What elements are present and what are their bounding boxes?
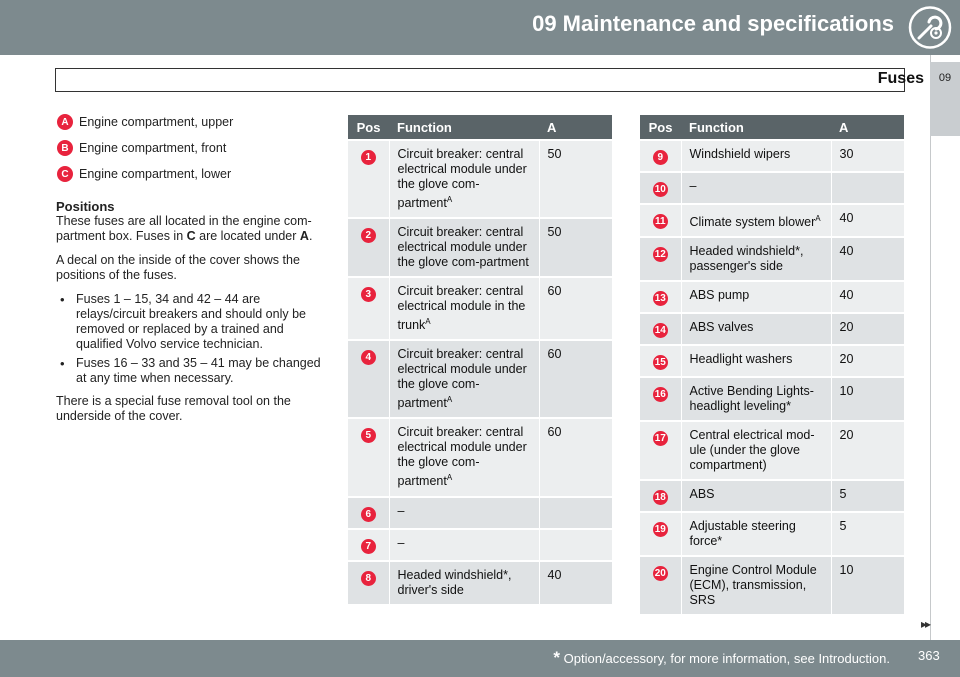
fuse-number-icon: 12 [654,249,666,261]
amp-cell: 40 [831,281,904,313]
table-row [640,140,904,172]
amp-cell: 40 [831,204,904,237]
pos-cell [348,277,389,340]
table-row [348,340,612,418]
column-header-function: Function [389,115,539,140]
function-cell: Central electrical mod-ule (under the glove compartment) [681,421,831,480]
function-cell: – [389,497,539,529]
function-cell: – [389,529,539,561]
location-item-b [57,140,226,156]
page-number: 363 [918,648,940,663]
function-cell: ABS pump [681,281,831,313]
pos-cell [640,377,681,421]
fuse-number-icon: 6 [361,507,376,522]
amp-cell: 40 [831,237,904,281]
pos-cell [348,218,389,277]
function-cell: Circuit breaker: central electrical module under the glove com-partment [389,218,539,277]
function-cell: Windshield wipers [681,140,831,172]
amp-cell: 30 [831,140,904,172]
table-row [640,313,904,345]
amp-cell [831,172,904,204]
section-title: Fuses [877,70,924,87]
fuse-number-icon: 16 [654,389,666,401]
footnote-marker: A [815,214,821,223]
fuse-number-icon: 2 [361,228,376,243]
section-bar [55,68,905,92]
fuse-number-icon: 13 [654,293,666,305]
amp-cell: 40 [539,561,612,605]
amp-cell: 20 [831,421,904,480]
pos-cell [640,421,681,480]
table-row [348,277,612,340]
amp-cell: 5 [831,512,904,556]
amp-cell [539,529,612,561]
fuse-number-icon: 4 [361,350,376,365]
amp-cell: 60 [539,418,612,496]
function-cell: Headlight washers [681,345,831,377]
chapter-tab-label: 09 [938,72,952,84]
amp-cell: 5 [831,480,904,512]
location-label: Engine compartment, front [79,141,227,155]
function-cell: Circuit breaker: central electrical module in the trunk$^A$ [389,277,539,340]
footnote-marker: A [425,317,431,327]
positions-bullets [56,292,324,386]
pos-cell [640,281,681,313]
function-cell: ABS valves [681,313,831,345]
pos-cell [640,140,681,172]
location-marker-icon: A [57,114,73,130]
fuse-number-icon: 8 [361,571,376,586]
fuse-number-icon: 10 [654,184,666,195]
pos-cell [640,556,681,615]
fuse-number-icon: 14 [654,325,666,337]
pos-cell [348,529,389,561]
location-marker-icon: C [57,166,73,182]
pos-cell [348,340,389,418]
bullet-item: • Fuses 1 – 15, 34 and 42 – 44 are relays/circuit breakers and should only be removed or replaced by a trained and qualified Volvo service technician. [56,292,324,352]
fuse-number-icon: 18 [654,492,666,504]
table-row [640,281,904,313]
fuse-number-icon: 20 [654,568,666,580]
pos-cell [640,480,681,512]
table-row [640,480,904,512]
pos-cell [640,204,681,237]
bullet-item: • Fuses 16 – 33 and 35 – 41 may be changed at any time when necessary. [56,356,324,386]
fuse-number-icon: 15 [654,357,666,369]
fuse-number-icon: 7 [361,539,376,554]
chapter-title: 09 Maintenance and specifications [532,11,894,36]
function-cell: Circuit breaker: central electrical module under the glove com-partment$^A$ [389,340,539,418]
double-chevron-right-icon[interactable]: ▸▸ [921,617,930,631]
column-header-function: Function [681,115,831,140]
function-cell: Climate system blower$^A$ [681,204,831,237]
function-cell: ABS [681,480,831,512]
pos-cell [348,140,389,218]
footnote-marker: A [446,473,453,483]
fuse-number-icon: 19 [654,524,666,536]
wrench-gear-icon [905,3,955,52]
amp-cell: 20 [831,313,904,345]
table-row [640,345,904,377]
function-cell: Headed windshield*, driver's side [389,561,539,605]
table-row [640,556,904,615]
positions-paragraph-1: These fuses are all located in the engine com-partment box. Fuses in C are located under A. [56,214,313,243]
table-row [640,377,904,421]
pos-cell [640,172,681,204]
positions-heading: Positions [56,199,115,214]
function-cell: Adjustable steering force* [681,512,831,556]
amp-cell: 60 [539,277,612,340]
footnote: * Option/accessory, for more information, see Introduction. [553,648,890,667]
positions-paragraph-3: There is a special fuse removal tool on the underside of the cover. [56,394,291,423]
function-cell: Circuit breaker: central electrical module under the glove com-partment$^A$ [389,140,539,218]
table-row [348,529,612,561]
table-row [640,204,904,237]
pos-cell [348,561,389,605]
pos-cell [640,345,681,377]
pos-cell [640,313,681,345]
function-cell: Active Bending Lights-headlight leveling* [681,377,831,421]
table-row [640,237,904,281]
side-tab-rail [930,55,960,640]
location-marker-icon: B [57,140,73,156]
fuse-number-icon: 9 [653,150,668,165]
fuse-number-icon: 11 [653,214,668,229]
column-header-pos: Pos [640,115,681,140]
amp-cell: 20 [831,345,904,377]
function-cell: – [681,172,831,204]
function-cell: Circuit breaker: central electrical module under the glove com-partment$^A$ [389,418,539,496]
fuse-table-left [348,115,613,606]
function-cell: Headed windshield*, passenger's side [681,237,831,281]
column-header-pos: Pos [348,115,389,140]
fuse-number-icon: 1 [361,150,376,165]
amp-cell [539,497,612,529]
location-item-a [57,114,233,130]
location-item-c [57,166,231,182]
positions-section [56,199,324,433]
amp-cell: 10 [831,556,904,615]
table-row [640,172,904,204]
table-row [640,512,904,556]
fuse-number-icon: 17 [654,433,666,445]
table-row [348,218,612,277]
column-header-amp: A [831,115,904,140]
amp-cell: 60 [539,340,612,418]
table-row [640,421,904,480]
location-label: Engine compartment, upper [79,115,234,129]
amp-cell: 50 [539,218,612,277]
amp-cell: 10 [831,377,904,421]
function-cell: Engine Control Module (ECM), transmission, SRS [681,556,831,615]
pos-cell [640,237,681,281]
location-label: Engine compartment, lower [79,167,232,181]
pos-cell [348,418,389,496]
table-row [348,140,612,218]
positions-paragraph-2: A decal on the inside of the cover shows the positions of the fuses. [56,253,300,282]
pos-cell [640,512,681,556]
footnote-marker: A [446,395,453,405]
table-row [348,561,612,605]
fuse-number-icon: 3 [361,287,376,302]
amp-cell: 50 [539,140,612,218]
footnote-marker: A [446,195,453,204]
table-row [348,418,612,496]
table-row [348,497,612,529]
column-header-amp: A [539,115,612,140]
pos-cell [348,497,389,529]
fuse-number-icon: 5 [361,428,376,443]
fuse-table-right [640,115,905,616]
